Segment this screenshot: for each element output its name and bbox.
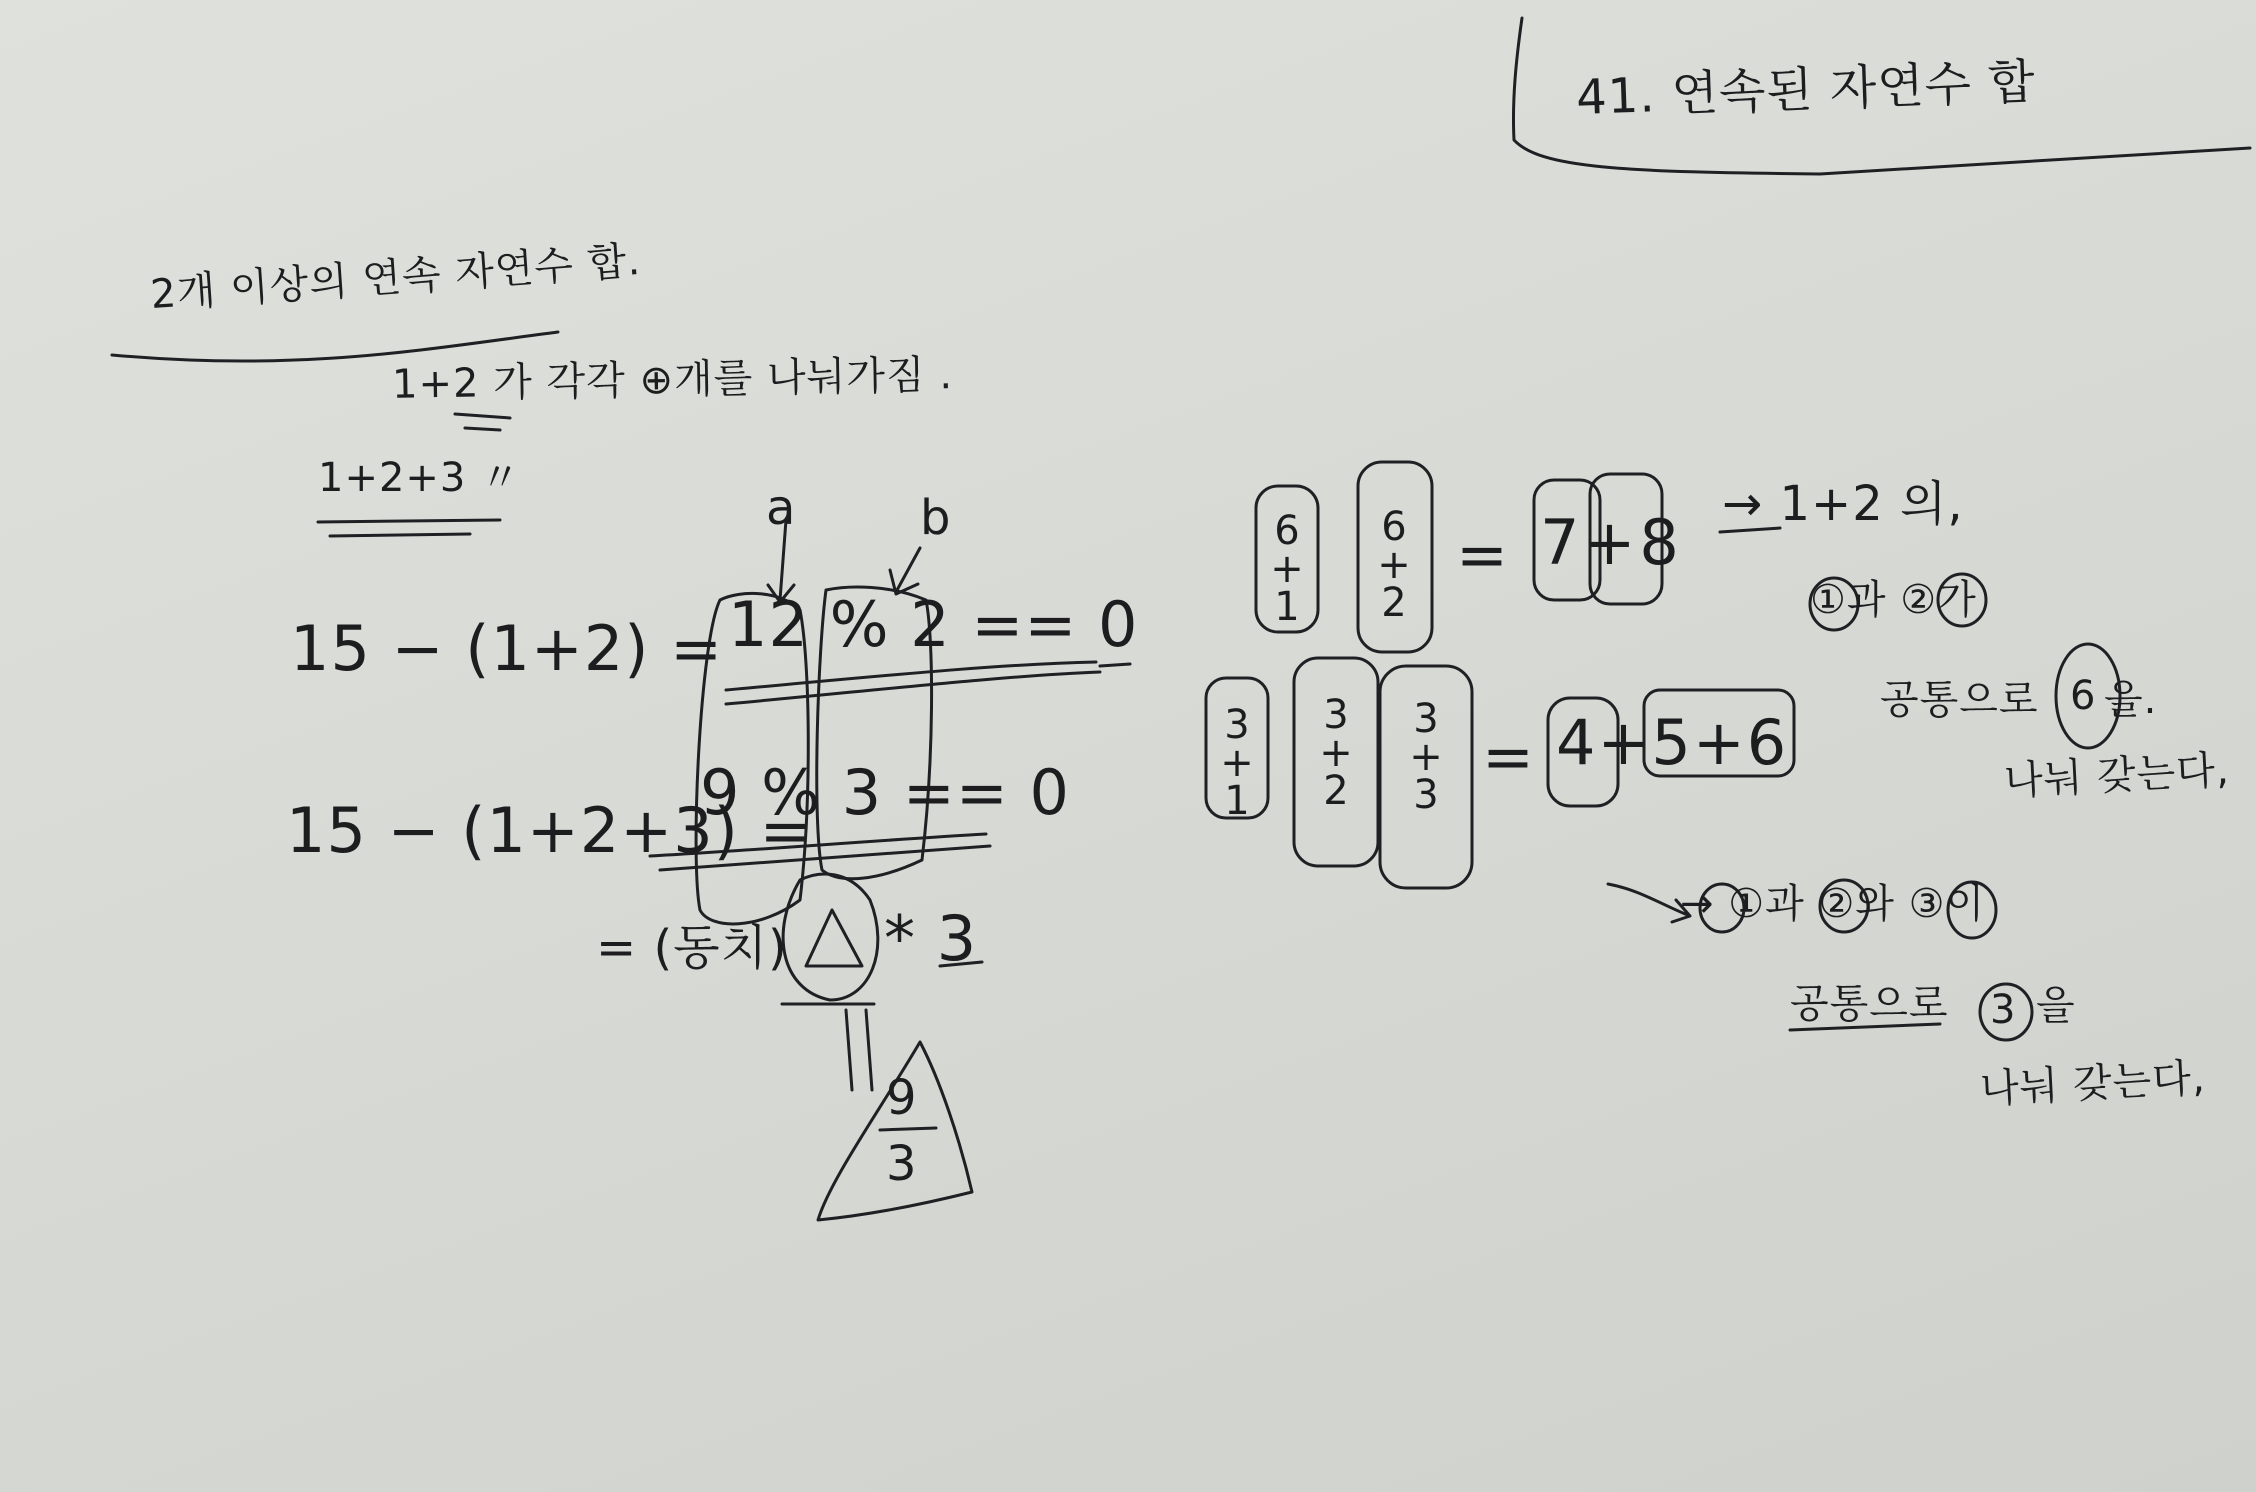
eq2-left: 15 − (1+2+3) = (286, 794, 813, 867)
intro-line-1: 1+2 가 각각 ⊕개를 나눠가짐 . (391, 352, 954, 408)
fraction-bar (880, 1128, 936, 1130)
note-5: → ①과 ②와 ③이 (1680, 881, 1986, 927)
eq1-right: 12 % 2 == 0 (728, 588, 1139, 661)
stack-6-2-op: + (1377, 542, 1411, 588)
note-3-end: 을. (2104, 677, 2158, 723)
stack-3-2-bottom: 2 (1323, 768, 1349, 814)
eq2-right: 9 % 3 == 0 (700, 756, 1070, 829)
stack-6-1-top: 6 (1274, 508, 1300, 554)
note-6-circle: 3 (1990, 987, 2017, 1033)
intro-line-2: 1+2+3 〃 (318, 455, 522, 501)
equals-sign-1: = (1456, 518, 1509, 591)
stack-6-2-top: 6 (1381, 504, 1407, 550)
note-7: 나눠 갖는다, (1978, 1055, 2207, 1113)
page-title: 41. 연속된 자연수 합 (1575, 53, 2037, 127)
equal-bars (846, 1010, 872, 1090)
triangle-shape (806, 910, 862, 966)
stack-3-3-op: + (1409, 734, 1443, 780)
stack-3-3 (1404, 696, 1448, 818)
fraction-denominator: 3 (886, 1136, 918, 1192)
note-3: 공통으로 (1880, 677, 2039, 723)
fraction-triangle (818, 1042, 972, 1220)
eq1-left: 15 − (1+2) = (290, 612, 724, 685)
note-6-end: 을 (2036, 983, 2076, 1029)
subtitle: 2개 이상의 연속 자연수 합. (148, 237, 643, 319)
stack-3-2 (1314, 692, 1358, 814)
stack-3-3-top: 3 (1413, 696, 1439, 742)
note-1: → 1+2 의, (1722, 476, 1964, 532)
stack-3-3-bottom: 3 (1413, 772, 1439, 818)
triangle-circle (783, 874, 878, 1000)
underline-1-2-3 (318, 520, 500, 536)
label-b: b (920, 490, 952, 546)
stack-3-1-top: 3 (1224, 702, 1250, 748)
eq3-times: * 3 (884, 902, 978, 975)
stack-3-2-op: + (1319, 730, 1353, 776)
stack-3-1-bottom: 1 (1224, 778, 1250, 824)
eq3-label: = (동치) (596, 920, 788, 976)
pair-result: 7+8 (1540, 506, 1683, 579)
equals-sign-2: = (1482, 720, 1535, 793)
note-4: 나눠 갖는다, (2002, 747, 2231, 805)
note-2: ①과 ②가 (1810, 577, 1977, 623)
eq1-underline (726, 662, 1130, 704)
stack-3-2-top: 3 (1323, 692, 1349, 738)
label-a: a (766, 480, 797, 536)
stack-6-1 (1265, 508, 1309, 630)
subtitle-underline (112, 332, 558, 361)
stack-6-2 (1372, 504, 1416, 626)
stack-6-2-bottom: 2 (1381, 580, 1407, 626)
fraction-numerator: 9 (886, 1070, 918, 1126)
stack-6-1-bottom: 1 (1274, 584, 1300, 630)
stack-3-1 (1215, 702, 1259, 824)
note-3-circle: 6 (2070, 673, 2097, 719)
arrow-note5 (1608, 884, 1690, 922)
stack-6-1-op: + (1270, 546, 1304, 592)
underline-1-2 (455, 414, 510, 430)
note-6: 공통으로 (1790, 981, 1949, 1027)
triple-result: 4+5+6 (1556, 706, 1789, 779)
stack-3-1-op: + (1220, 740, 1254, 786)
